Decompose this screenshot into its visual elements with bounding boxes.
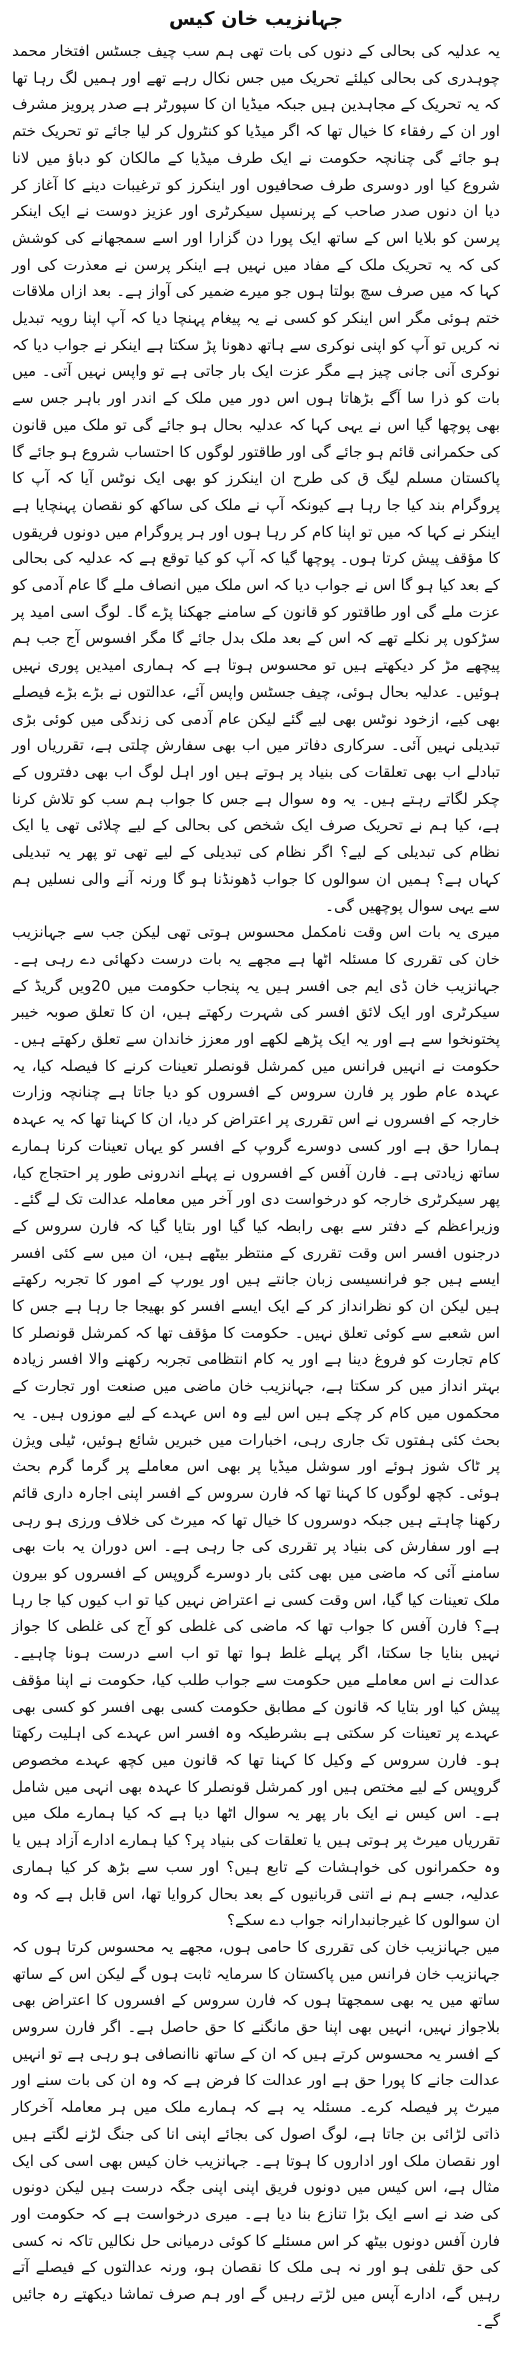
column-title: جہانزیب خان کیس xyxy=(168,8,344,30)
column-body xyxy=(12,38,500,2334)
column-paragraph-2: میری یہ بات اس وقت نامکمل محسوس ہوتی تھی لیکن جب سے جہانزیب خان کی تقرری کا مسئلہ اٹھا ہے مجھے یہ بات درست دکھائی دے رہی ہے۔ جہانزیب خان ڈی ایم جی افسر ہیں یہ پنجاب حکومت میں 20ویں گریڈ کے سیکرٹری اور ایک لائق افسر کی شہرت رکھتے ہیں، ان کا تعلق صوبہ خیبر پختونخوا سے ہے اور یہ ایک پڑھے لکھے اور معزز خاندان سے تعلق رکھتے ہیں۔ حکومت نے انہیں فرانس میں کمرشل قونصلر تعینات کرنے کا فیصلہ کیا، یہ عہدہ عام طور پر فارن سروس کے افسروں کو دیا جاتا ہے چنانچہ وزارت خارجہ کے افسروں نے اس تقرری پر اعتراض کر دیا، ان کا کہنا تھا کہ یہ عہدہ ہمارا حق ہے اور کسی دوسرے گروپ کے افسر کو یہاں تعینات کرنا ہمارے ساتھ زیادتی ہے۔ فارن آفس کے افسروں نے پہلے اندرونی طور پر احتجاج کیا، پھر سیکرٹری خارجہ کو درخواست دی اور آخر میں معاملہ عدالت تک لے گئے۔ وزیراعظم کے دفتر سے بھی رابطہ کیا گیا اور بتایا گیا کہ فارن سروس کے درجنوں افسر اس وقت تقرری کے منتظر بیٹھے ہیں، ان میں سے کئی افسر ایسے ہیں جو فرانسیسی زبان جانتے ہیں اور یورپ کے امور کا تجربہ رکھتے ہیں لیکن ان کو نظرانداز کر کے ایک ایسے افسر کو بھیجا جا رہا ہے جس کا اس شعبے سے کوئی تعلق نہیں۔ حکومت کا مؤقف تھا کہ کمرشل قونصلر کا کام تجارت کو فروغ دینا ہے اور یہ کام انتظامی تجربہ رکھنے والا افسر زیادہ بہتر انداز میں کر سکتا ہے، جہانزیب خان ماضی میں صنعت اور تجارت کے محکموں میں کام کر چکے ہیں اس لیے وہ اس عہدے کے لیے موزوں ہیں۔ یہ بحث کئی ہفتوں تک جاری رہی، اخبارات میں خبریں شائع ہوئیں، ٹیلی ویژن پر ٹاک شوز ہوئے اور سوشل میڈیا پر بھی اس معاملے پر گرما گرم بحث ہوئی۔ کچھ لوگوں کا کہنا تھا کہ فارن سروس کے افسر اپنی اجارہ داری قائم رکھنا چاہتے ہیں جبکہ دوسروں کا خیال تھا کہ میرٹ کی خلاف ورزی ہو رہی ہے اور سفارش کی بنیاد پر تقرری کی جا رہی ہے۔ اس دوران یہ بات بھی سامنے آئی کہ ماضی میں بھی کئی بار دوسرے گروپس کے افسروں کو بیرون ملک تعینات کیا گیا، اس وقت کسی نے اعتراض نہیں کیا تو اب کیوں کیا جا رہا ہے؟ فارن آفس کا جواب تھا کہ ماضی کی غلطی کو آج کی غلطی کا جواز نہیں بنایا جا سکتا، اگر پہلے غلط ہوا تھا تو اب اسے درست ہونا چاہیے۔ عدالت نے اس معاملے میں حکومت سے جواب طلب کیا، حکومت نے اپنا مؤقف پیش کیا اور بتایا کہ قانون کے مطابق حکومت کسی بھی افسر کو کسی بھی عہدے پر تعینات کر سکتی ہے بشرطیکہ وہ افسر اس عہدے کی اہلیت رکھتا ہو۔ فارن سروس کے وکیل کا کہنا تھا کہ قانون میں کچھ عہدے مخصوص گروپس کے لیے مختص ہیں اور کمرشل قونصلر کا عہدہ بھی انہی میں شامل ہے۔ اس کیس نے ایک بار پھر یہ سوال اٹھا دیا ہے کہ کیا ہمارے ملک میں تقرریاں میرٹ پر ہوتی ہیں یا تعلقات کی بنیاد پر؟ کیا ہمارے ادارے آزاد ہیں یا وہ حکمرانوں کی خواہشات کے تابع ہیں؟ اور سب سے بڑھ کر کیا ہماری عدلیہ، جسے ہم نے اتنی قربانیوں کے بعد بحال کروایا تھا، اس قابل ہے کہ وہ ان سوالوں کا غیرجانبدارانہ جواب دے سکے؟ xyxy=(12,923,500,1930)
column-paragraph-3: میں جہانزیب خان کی تقرری کا حامی ہوں، مجھے یہ محسوس کرتا ہوں کہ جہانزیب خان فرانس میں پاکستان کا سرمایہ ثابت ہوں گے لیکن اس کے ساتھ ساتھ میں یہ بھی سمجھتا ہوں کہ فارن سروس کے افسروں کا اعتراض بھی بلاجواز نہیں، انہیں بھی اپنا حق مانگنے کا حق حاصل ہے۔ اگر فارن سروس کے افسر یہ محسوس کرتے ہیں کہ ان کے ساتھ ناانصافی ہو رہی ہے تو انہیں عدالت جانے کا پورا حق ہے اور عدالت کا فرض ہے کہ وہ ان کی بات سنے اور میرٹ پر فیصلہ کرے۔ مسئلہ یہ ہے کہ ہمارے ملک میں ہر معاملہ آخرکار ذاتی لڑائی بن جاتا ہے، لوگ اصول کی بجائے اپنی انا کی جنگ لڑنے لگتے ہیں اور نقصان ملک اور اداروں کا ہوتا ہے۔ جہانزیب خان کیس بھی اسی کی ایک مثال ہے، اس کیس میں دونوں فریق اپنی اپنی جگہ درست ہیں لیکن دونوں کی ضد نے اسے ایک بڑا تنازع بنا دیا ہے۔ میری درخواست ہے کہ حکومت اور فارن آفس دونوں بیٹھ کر اس مسئلے کا کوئی درمیانی حل نکالیں تاکہ نہ کسی کی حق تلفی ہو اور نہ ہی ملک کا نقصان ہو، ورنہ عدالتوں کے فیصلے آتے رہیں گے، ادارے آپس میں لڑتے رہیں گے اور ہم صرف تماشا دیکھتے رہ جائیں گے۔ xyxy=(12,1937,500,2330)
column-paragraph-1: یہ عدلیہ کی بحالی کے دنوں کی بات تھی ہم سب چیف جسٹس افتخار محمد چوہدری کی بحالی کیلئے تحریک میں جس نکال رہے تھے اور ہمیں لگ رہا تھا کہ یہ تحریک کے مجاہدین ہیں جبکہ میڈیا ان کا سپورٹر ہے صدر پرویز مشرف اور ان کے رفقاء کا خیال تھا کہ اگر میڈیا کو کنٹرول کر لیا جائے تو تحریک ختم ہو جائے گی چنانچہ حکومت نے ایک طرف میڈیا کے مالکان کو دباؤ میں لانا شروع کیا اور دوسری طرف صحافیوں اور اینکرز کو ترغیبات دینے کا آغاز کر دیا ان دنوں صدر صاحب کے پرنسپل سیکرٹری اور عزیز دوست نے ایک اینکر پرسن کو بلایا اس کے ساتھ ایک پورا دن گزارا اور اسے سمجھانے کی کوشش کی کہ یہ تحریک ملک کے مفاد میں نہیں ہے اینکر پرسن نے معذرت کی اور کہا کہ میں صرف سچ بولتا ہوں جو میرے ضمیر کی آواز ہے۔ بعد ازاں ملاقات ختم ہوئی مگر اس اینکر کو کسی نے یہ پیغام پہنچا دیا کہ آپ اپنا رویہ تبدیل نہ کریں تو آپ کو اپنی نوکری سے ہاتھ دھونا پڑ سکتا ہے اینکر نے جواب دیا کہ نوکری آنی جانی چیز ہے مگر عزت ایک بار جاتی ہے تو واپس نہیں آتی۔ میں بات کو ذرا سا آگے بڑھاتا ہوں اس دور میں ملک کے اندر اور باہر جس سے بھی پوچھا گیا اس نے یہی کہا کہ عدلیہ بحال ہو جائے گی تو ملک میں قانون کی حکمرانی قائم ہو جائے گی اور طاقتور لوگوں کا احتساب شروع ہو جائے گا پاکستان مسلم لیگ ق کی طرح ان اینکرز کو بھی ایک نوٹس آیا کہ آپ کا پروگرام بند کیا جا رہا ہے کیونکہ آپ نے ملک کی ساکھ کو نقصان پہنچایا ہے اینکر نے کہا کہ میں تو اپنا کام کر رہا ہوں اور ہر پروگرام میں دونوں فریقوں کا مؤقف پیش کرتا ہوں۔ پوچھا گیا کہ آپ کو کیا توقع ہے کہ عدلیہ کی بحالی کے بعد کیا ہو گا اس نے جواب دیا کہ اس ملک میں انصاف ملے گا عام آدمی کو عزت ملے گی اور طاقتور کو قانون کے سامنے جھکنا پڑے گا۔ لوگ اسی امید پر سڑکوں پر نکلے تھے کہ اس کے بعد ملک بدل جائے گا مگر افسوس آج جب ہم پیچھے مڑ کر دیکھتے ہیں تو محسوس ہوتا ہے کہ ہماری امیدیں پوری نہیں ہوئیں۔ عدلیہ بحال ہوئی، چیف جسٹس واپس آئے، عدالتوں نے بڑے بڑے فیصلے بھی کیے، ازخود نوٹس بھی لیے گئے لیکن عام آدمی کی زندگی میں کوئی بڑی تبدیلی نہیں آئی۔ سرکاری دفاتر میں اب بھی سفارش چلتی ہے، تقرریاں اور تبادلے اب بھی تعلقات کی بنیاد پر ہوتے ہیں اور اہل لوگ اب بھی دفتروں کے چکر لگاتے رہتے ہیں۔ یہ وہ سوال ہے جس کا جواب ہم سب کو تلاش کرنا ہے، کیا ہم نے تحریک صرف ایک شخص کی بحالی کے لیے چلائی تھی یا ایک نظام کی تبدیلی کے لیے؟ اگر نظام کی تبدیلی کے لیے تھی تو پھر یہ تبدیلی کہاں ہے؟ ہمیں ان سوالوں کا جواب ڈھونڈنا ہو گا ورنہ آنے والی نسلیں ہم سے یہی سوال پوچھیں گی۔ xyxy=(12,42,500,915)
